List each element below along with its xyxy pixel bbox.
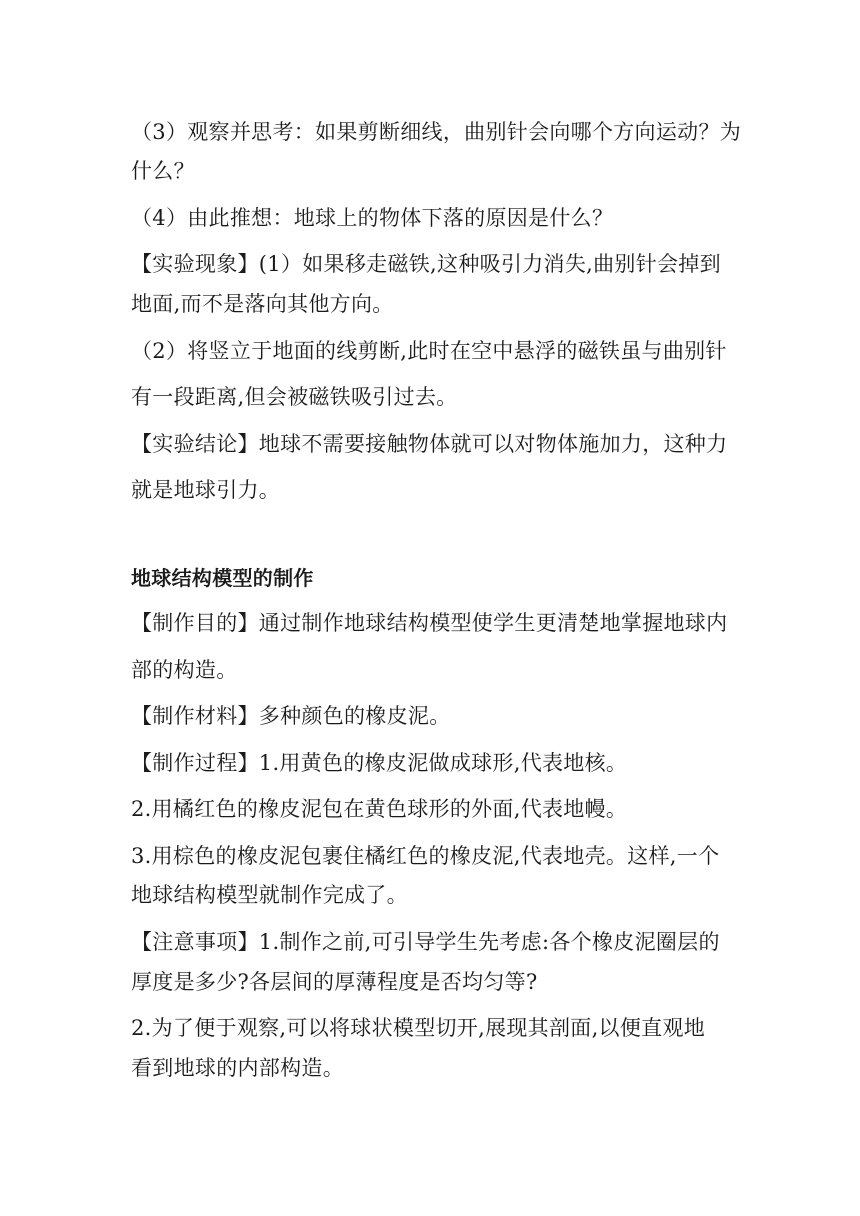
text-line: 看到地球的内部构造。 [131, 1056, 344, 1080]
text-line: 2.用橘红色的橡皮泥包在黄色球形的外面,代表地幔。 [131, 797, 628, 821]
text-line: （3）观察并思考：如果剪断细线，曲别针会向哪个方向运动？为 [131, 120, 742, 144]
text-line: 【制作目的】通过制作地球结构模型使学生更清楚地掌握地球内 [131, 611, 728, 635]
section-title: 地球结构模型的制作 [131, 566, 314, 590]
text-line: 什么？ [131, 159, 195, 183]
text-line: 【实验结论】地球不需要接触物体就可以对物体施加力，这种力 [131, 432, 728, 456]
text-line: （4）由此推想：地球上的物体下落的原因是什么？ [131, 206, 614, 230]
text-line: 【制作材料】多种颜色的橡皮泥。 [131, 704, 451, 728]
text-line: （2）将竖立于地面的线剪断,此时在空中悬浮的磁铁虽与曲别针 [131, 339, 727, 363]
text-line: 3.用棕色的橡皮泥包裹住橘红色的橡皮泥,代表地壳。这样,一个 [131, 844, 720, 868]
text-line: 2.为了便于观察,可以将球状模型切开,展现其剖面,以便直观地 [131, 1016, 706, 1040]
text-line: 【实验现象】(1）如果移走磁铁,这种吸引力消失,曲别针会掉到 [131, 252, 721, 276]
text-line: 就是地球引力。 [131, 478, 281, 502]
text-line: 部的构造。 [131, 658, 238, 682]
text-line: 有一段距离,但会被磁铁吸引过去。 [131, 385, 458, 409]
text-line: 厚度是多少?各层间的厚薄程度是否均匀等? [131, 970, 538, 994]
text-line: 地球结构模型就制作完成了。 [131, 883, 408, 907]
text-line: 【注意事项】1.制作之前,可引导学生先考虑:各个橡皮泥圈层的 [131, 930, 720, 954]
text-line: 地面,而不是落向其他方向。 [131, 292, 394, 316]
text-line: 【制作过程】1.用黄色的橡皮泥做成球形,代表地核。 [131, 751, 628, 775]
